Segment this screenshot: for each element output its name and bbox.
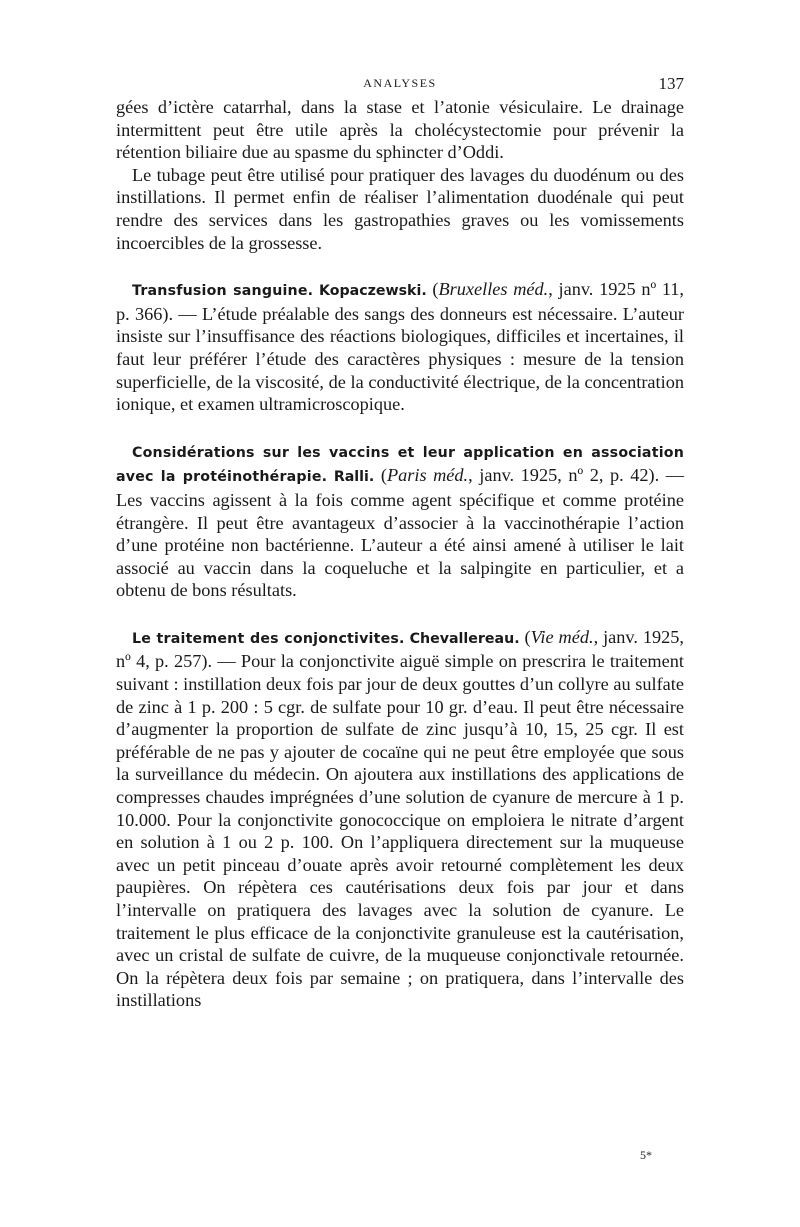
page-number: 137 xyxy=(658,74,684,93)
body-text xyxy=(116,96,684,1012)
abstract-entry-conjonctivites: Le traitement des conjonctivites. Chevallereau. (Vie méd., janv. 1925, nº 4, p. 257). — Pour la conjonctivite aiguë simple on prescrira le traitement suivant : instillation deux fois par jour de deux gouttes d’un collyre au sulfate de zinc à 1 p. 200 : 5 cgr. de sulfate pour 10 gr. d’eau. Il peut être nécessaire d’augmenter la proportion de sulfate de zinc jusqu’à 10, 15, 25 cgr. Il est préférable de ne pas y ajouter de cocaïne qui ne peut être employée que sous la surveillance du médecin. On ajoutera aux instillations des applications de compresses chaudes imprégnées d’une solution de cyanure de mercure à 1 p. 10.000. Pour la conjonctivite gonococcique on emploiera le nitrate d’argent en solution à 1 ou 2 p. 100. On l’appliquera directement sur la muqueuse avec un petit pinceau d’ouate après avoir retourné complètement les deux paupières. On répètera ces cautérisations deux fois par jour et dans l’intervalle on pratiquera des lavages avec la solution de cyanure. Le traitement le plus efficace de la conjonctivite granuleuse est la cautérisation, avec un cristal de sulfate de cuivre, de la muqueuse conjonctivale retournée. On la répètera deux fois par semaine ; on pratiquera, dans l’intervalle des instillations xyxy=(116,626,684,1011)
entry-author: Kopaczewski. xyxy=(318,283,427,300)
entry-author: Chevallereau. xyxy=(409,630,520,647)
entry-reference: , janv. 1925, nº 2, p. 42). xyxy=(468,465,660,486)
entry-journal: Vie méd. xyxy=(530,626,594,647)
continuation-paragraph: gées d’ictère catarrhal, dans la stase et l’atonie vésiculaire. Le drainage intermittent peut être utile après la cholécystectomie pour prévenir la rétention biliaire due au spasme du sphincter d’Oddi. xyxy=(116,97,684,163)
running-head xyxy=(116,70,684,96)
entry-journal: Bruxelles méd. xyxy=(438,279,549,300)
entry-title: Le traitement des conjonctivites. xyxy=(132,630,405,647)
entry-journal: Paris méd. xyxy=(386,465,469,486)
entry-text: — Pour la conjonctivite aiguë simple on prescrira le traitement suivant : instillation deux fois par jour de deux gouttes d’un collyre au sulfate de zinc à 1 p. 200 : 5 cgr. de sulfate pour 10 gr. d’eau. Il peut être nécessaire d’augmenter la proportion de sulfate de zinc jusqu’à 10, 15, 25 cgr. Il est préférable de ne pas y ajouter de cocaïne qui ne peut être employée que sous la surveillance du médecin. On ajoutera aux instillations des applications de compresses chaudes imprégnées d’une solution de cyanure de mercure à 1 p. 10.000. Pour la conjonctivite gonococcique on emploiera le nitrate d’argent en solution à 1 ou 2 p. 100. On l’appliquera directement sur la muqueuse avec un petit pinceau d’ouate après avoir retourné complètement les deux paupières. On répètera ces cautérisations deux fois par jour et dans l’intervalle on pratiquera des lavages avec la solution de cyanure. Le traitement le plus efficace de la conjonctivite granuleuse est la cautérisation, avec un cristal de sulfate de cuivre, de la muqueuse conjonctivale retournée. On la répètera deux fois par semaine ; on pratiquera, dans l’intervalle des instillations xyxy=(116,651,684,1011)
entry-author: Ralli. xyxy=(333,469,375,486)
entry-reference: , janv. 1925, nº 4, p. 257). xyxy=(116,626,684,672)
entry-text: — Les vaccins agissent à la fois comme agent spécifique et comme protéine étrangère. Il peut être avantageux d’associer à la vaccinothérapie l’action d’une protéine non bactérienne. L’auteur a été ainsi amené à utiliser le lait associé au vaccin dans la coqueluche et la salpingite en particulier, et a obtenu de bons résultats. xyxy=(116,465,685,601)
abstract-entry-transfusion: Transfusion sanguine. Kopaczewski. (Bruxelles méd., janv. 1925 nº 11, p. 366). — L’étude préalable des sangs des donneurs est nécessaire. L’auteur insiste sur l’insuffisance des réactions biologiques, difficiles et incertaines, il faut leur préférer l’étude des caractères physiques : mesure de la tension superficielle, de la viscosité, de la conductivité électrique, de la concentration ionique, et examen ultramicroscopique. xyxy=(116,279,684,415)
running-title: ANALYSES xyxy=(363,76,437,90)
continuation-paragraph: Le tubage peut être utilisé pour pratiquer des lavages du duodénum ou des instillations. Il permet enfin de réaliser l’alimentation duodénale qui peut rendre des services dans les gastropathies graves ou les vomissements incoercibles de la grossesse. xyxy=(116,164,684,253)
abstract-entry-vaccins: Considérations sur les vaccins et leur application en association avec la protéinothérapie. Ralli. (Paris méd., janv. 1925, nº 2, p. 42). — Les vaccins agissent à la fois comme agent spécifique et comme protéine étrangère. Il peut être avantageux d’associer à la vaccinothérapie l’action d’une protéine non bactérienne. L’auteur a été ainsi amené à utiliser le lait associé au vaccin dans la coqueluche et la salpingite en particulier, et a obtenu de bons résultats. xyxy=(116,444,685,601)
entry-reference: , janv. 1925 nº 11, p. 366). xyxy=(116,279,684,324)
entry-text: — L’étude préalable des sangs des donneurs est nécessaire. L’auteur insiste sur l’insuffisance des réactions biologiques, difficiles et incertaines, il faut leur préférer l’étude des caractères physiques : mesure de la tension superficielle, de la viscosité, de la conductivité électrique, de la concentration ionique, et examen ultramicroscopique. xyxy=(116,303,684,415)
entry-title: Considérations sur les vaccins et leur application en association avec la protéinothérapie. xyxy=(116,444,684,486)
document-page xyxy=(116,70,684,1012)
entry-title: Transfusion sanguine. xyxy=(132,283,314,300)
signature-mark: 5* xyxy=(640,1148,652,1162)
